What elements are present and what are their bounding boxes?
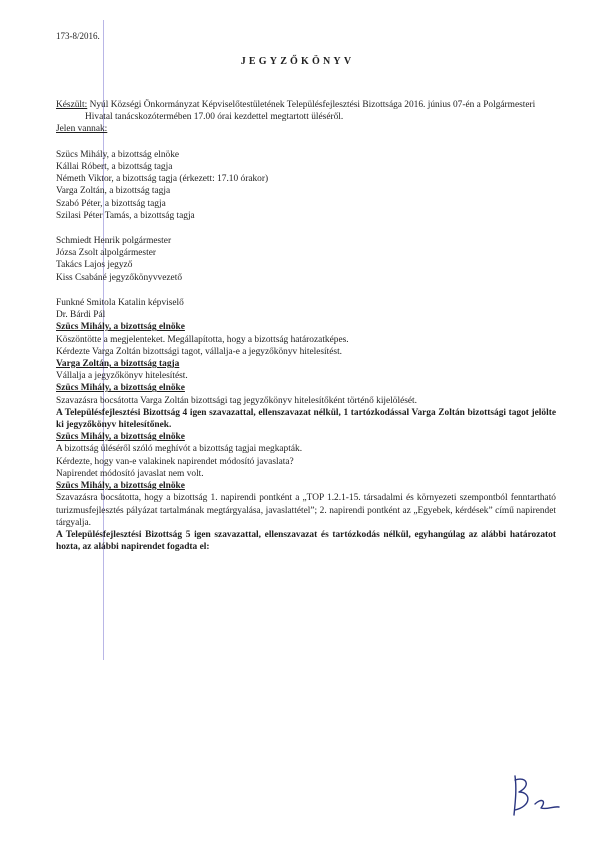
decision-text: A Településfejlesztési Bizottság 4 igen szavazattal, ellenszavazat nélkül, 1 tartózkodással Varga Zoltán bizottsági tagot jelölte ki jegyzőkönyv hitelesítőnek. — [56, 407, 556, 431]
officials-list — [56, 235, 556, 284]
prepared-paragraph — [56, 99, 556, 123]
document-reference-number: 173-8/2016. — [56, 31, 100, 41]
list-item: Takács Lajos jegyző — [56, 260, 133, 271]
statement-text: Kérdezte Varga Zoltán bizottsági tagot, vállalja-e a jegyzőkönyv hitelesítést. — [56, 346, 343, 357]
list-item: Szabó Péter, a bizottság tagja — [56, 198, 166, 209]
list-item: Schmiedt Henrik polgármester — [56, 235, 172, 246]
statement-text: Napirendet módosító javaslat nem volt. — [56, 468, 204, 479]
list-item: Németh Viktor, a bizottság tagja (érkezett: 17.10 órakor) — [56, 174, 269, 185]
present-label: Jelen vannak: — [56, 124, 108, 135]
statement-text: Szavazásra bocsátotta Varga Zoltán bizottsági tag jegyzőkönyv hitelesítőként történő kijelölését. — [56, 395, 418, 406]
document-title: JEGYZŐKÖNYV — [240, 56, 355, 67]
statement-text: Köszöntötte a megjelenteket. Megállapította, hogy a bizottság határozatképes. — [56, 334, 349, 345]
list-item: Szilasi Péter Tamás, a bizottság tagja — [56, 210, 195, 221]
list-item: Funkné Smitola Katalin képviselő — [56, 297, 184, 308]
prepared-text: Nyúl Községi Önkormányzat Képviselőtestületének Településfejlesztési Bizottsága 2016. június 07-én a Polgármesteri Hivatal tanácskozótermében 17.00 órai kezdettel megtartott üléséről. — [85, 100, 536, 123]
list-item: Józsa Zsolt alpolgármester — [56, 248, 156, 259]
speaker-heading: Varga Zoltán, a bizottság tagja — [56, 358, 180, 369]
speaker-heading: Szücs Mihály, a bizottság elnöke — [56, 383, 185, 394]
list-item: Varga Zoltán, a bizottság tagja — [56, 186, 171, 197]
statement-text: Szavazásra bocsátotta, hogy a bizottság 1. napirendi pontként a „TOP 1.2.1-15. társadalmi és környezeti szempontból fenntartható turizmusfejlesztés pályázat tartalmának megtárgyalása, javaslattétel”; 2. napirendi pontként az „Egyebek, kérdések” című napirendet tárgyalja. — [56, 493, 556, 528]
speaker-heading: Szücs Mihály, a bizottság elnöke — [56, 481, 185, 492]
guests-list — [56, 297, 556, 321]
document-body — [56, 99, 556, 553]
decision-text: A Településfejlesztési Bizottság 5 igen szavazattal, ellenszavazat és tartózkodás nélkül, egyhangúlag az alábbi határozatot hozta, az alábbi napirendet fogadta el: — [56, 530, 556, 553]
statement-text: A bizottság üléséről szóló meghívót a bizottság tagjai megkapták. — [56, 444, 303, 455]
signature-icon — [505, 770, 565, 820]
list-item: Kiss Csabáné jegyzőkönyvvezető — [56, 272, 183, 283]
list-item: Szücs Mihály, a bizottság elnöke — [56, 149, 180, 160]
statement-text: Kérdezte, hogy van-e valakinek napirendet módosító javaslata? — [56, 456, 294, 467]
members-list — [56, 149, 556, 222]
list-item: Dr. Bárdi Pál — [56, 310, 106, 321]
speaker-heading: Szücs Mihály, a bizottság elnöke — [56, 322, 185, 333]
speaker-heading: Szücs Mihály, a bizottság elnöke — [56, 432, 185, 443]
prepared-label: Készült: — [56, 100, 88, 110]
statement-text: Vállalja a jegyzőkönyv hitelesítést. — [56, 371, 188, 382]
list-item: Kállai Róbert, a bizottság tagja — [56, 161, 173, 172]
